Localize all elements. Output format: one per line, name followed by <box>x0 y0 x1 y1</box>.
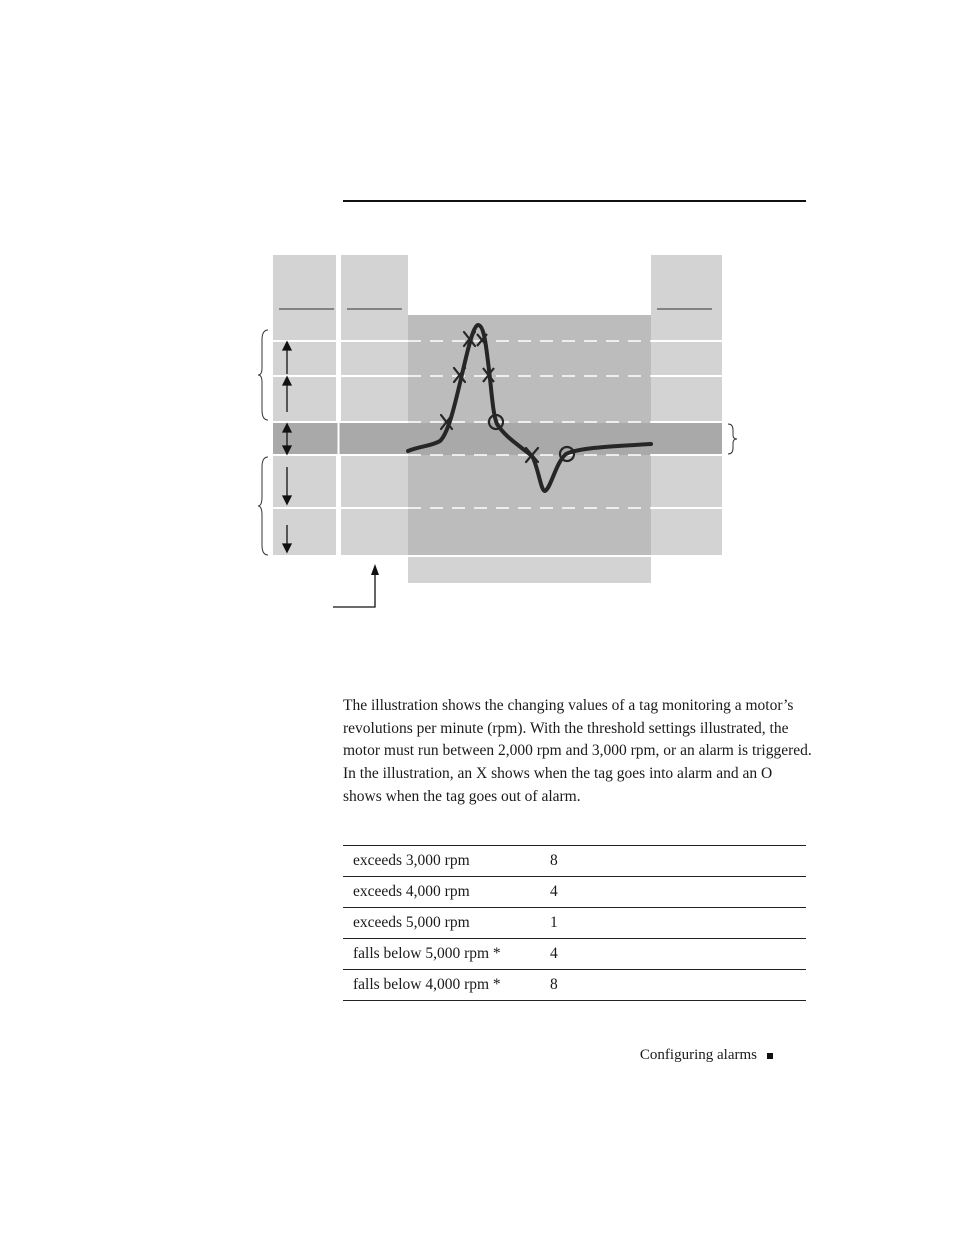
time-axis-bar <box>408 557 651 583</box>
table-cell-value: 4 <box>550 877 806 908</box>
table-cell-value: 8 <box>550 970 806 1001</box>
table-cell-value: 1 <box>550 908 806 939</box>
severity-pointer-arrowhead <box>371 564 379 575</box>
table-cell-event: exceeds 3,000 rpm <box>343 846 550 877</box>
table-row <box>343 970 806 1001</box>
high-thresholds-brace <box>258 330 268 420</box>
table-row <box>343 908 806 939</box>
table-row <box>343 846 806 877</box>
table-cell-event: falls below 5,000 rpm * <box>343 939 550 970</box>
footer-section-title: Configuring alarms <box>639 1047 757 1063</box>
page-footer <box>640 1047 773 1064</box>
normal-band-brace <box>728 424 737 454</box>
body-paragraph: The illustration shows the changing values of a tag monitoring a motor’s revolutions per minute (rpm). With the threshold settings illustrated, the motor must run between 2,000 rpm and 3,000 rpm, or an alarm is triggered. In the illustration, an X shows when the tag goes into alarm and an O shows when the tag goes out of alarm. <box>343 697 812 805</box>
low-thresholds-brace <box>258 457 268 555</box>
severity-column <box>341 255 408 555</box>
deadband-column <box>651 255 722 555</box>
table-cell-event: exceeds 5,000 rpm <box>343 908 550 939</box>
table-cell-event: falls below 4,000 rpm * <box>343 970 550 1001</box>
table-cell-event: exceeds 4,000 rpm <box>343 877 550 908</box>
footer-square-icon <box>767 1053 773 1059</box>
alarm-events-table <box>343 845 806 1001</box>
threshold-column <box>273 255 336 555</box>
table-cell-value: 8 <box>550 846 806 877</box>
severity-pointer-arrow <box>333 572 375 607</box>
table-cell-value: 4 <box>550 939 806 970</box>
table-row <box>343 877 806 908</box>
table-row <box>343 939 806 970</box>
